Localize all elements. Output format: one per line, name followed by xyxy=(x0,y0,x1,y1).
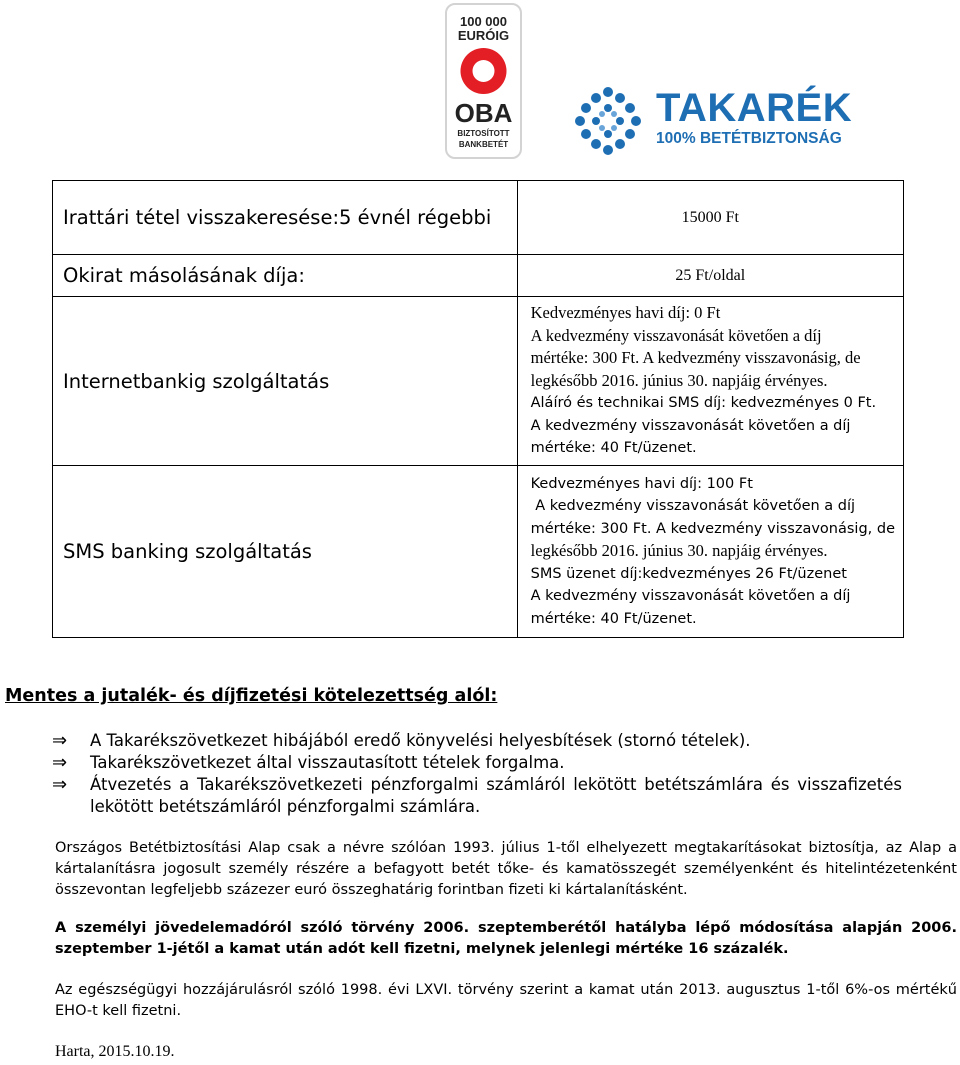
detail-line: Aláíró és technikai SMS díj: kedvezményes 0 Ft. xyxy=(530,395,877,412)
oba-sub-1: BIZTOSÍTOTT xyxy=(457,129,510,138)
detail-line: A kedvezmény visszavonását követően a díj xyxy=(530,588,851,605)
list-item-text: Takarékszövetkezet által visszautasított tételek forgalma. xyxy=(90,753,565,772)
detail-line: SMS üzenet díj:kedvezményes 26 Ft/üzenet xyxy=(530,565,847,582)
takarek-dots-icon xyxy=(572,86,644,155)
oba-top-text-2: EURÓIG xyxy=(457,28,510,43)
tax-paragraph: A személyi jövedelemadóról szóló törvény 2006. szeptemberétől hatályba lépő módosítása alapján 2006. szeptember 1-jétől a kamat után adót kell fizetni, melynek jelenlegi mértéke 16 százalék. xyxy=(55,920,957,957)
detail-line: Kedvezményes havi díj: 100 Ft xyxy=(530,475,753,492)
table-row xyxy=(53,466,904,638)
fee-details xyxy=(517,466,903,638)
document-date: Harta, 2015.10.19. xyxy=(55,1043,175,1060)
fee-label: Okirat másolásának díja: xyxy=(53,255,518,297)
oba-brand: OBA xyxy=(454,98,513,128)
fee-details xyxy=(517,297,903,466)
detail-line: legkésőbb 2016. június 30. napjáig érvényes. xyxy=(530,541,828,561)
double-arrow-icon: ⇒ xyxy=(52,752,68,773)
double-arrow-icon: ⇒ xyxy=(52,774,68,795)
fee-label: SMS banking szolgáltatás xyxy=(53,466,518,638)
fee-table xyxy=(52,180,904,638)
fee-value: 15000 Ft xyxy=(517,181,903,255)
takarek-brand: TAKARÉK xyxy=(656,86,853,130)
list-item-text: A Takarékszövetkezet hibájából eredő könyvelési helyesbítések (stornó tételek). xyxy=(90,731,751,750)
detail-line: Kedvezményes havi díj: 0 Ft xyxy=(530,303,721,323)
deposit-insurance-paragraph: Országos Betétbiztosítási Alap csak a névre szólóan 1993. július 1-től elhelyezett megtakarításokat biztosítja, az Alap a kártalanításra jogosult személy részére a befagyott betét tőke- és kamatösszegét személyenként és hitelintézetenként összevontan legfeljebb százezer euró összeghatárig forintban fizeti ki kártalanításként. xyxy=(55,840,957,898)
detail-line: A kedvezmény visszavonását követően a díj xyxy=(530,325,822,345)
takarek-subtitle: 100% BETÉTBIZTONSÁG xyxy=(656,130,842,147)
detail-line: mértéke: 300 Ft. A kedvezmény visszavonásig, de xyxy=(530,348,861,368)
list-item-text: Átvezetés a Takarékszövetkezeti pénzforgalmi számláról lekötött betétszámlára és visszafizetés lekötött betétszámláról pénzforgalmi számlára. xyxy=(90,775,902,816)
fee-value: 25 Ft/oldal xyxy=(517,255,903,297)
list-item xyxy=(52,752,902,774)
detail-line: legkésőbb 2016. június 30. napjáig érvényes. xyxy=(530,370,828,390)
table-row xyxy=(53,255,904,297)
detail-line: mértéke: 40 Ft/üzenet. xyxy=(530,440,697,457)
exemptions-list xyxy=(52,730,902,818)
takarek-logo xyxy=(572,86,853,155)
oba-logo xyxy=(445,3,522,159)
table-row xyxy=(53,297,904,466)
exemptions-title: Mentes a jutalék- és díjfizetési kötelezettség alól: xyxy=(5,686,498,706)
detail-line: A kedvezmény visszavonását követően a díj xyxy=(530,498,856,515)
detail-line: A kedvezmény visszavonását követően a díj xyxy=(530,417,851,434)
fee-label: Irattári tétel visszakeresése:5 évnél régebbi xyxy=(53,181,518,255)
list-item xyxy=(52,730,902,752)
detail-line: mértéke: 300 Ft. A kedvezmény visszavonásig, de xyxy=(530,520,895,537)
fee-label: Internetbankig szolgáltatás xyxy=(53,297,518,466)
oba-top-text-1: 100 000 xyxy=(460,14,507,29)
double-arrow-icon: ⇒ xyxy=(52,730,68,751)
table-row xyxy=(53,181,904,255)
detail-line: mértéke: 40 Ft/üzenet. xyxy=(530,610,697,627)
list-item xyxy=(52,774,902,818)
oba-sub-2: BANKBETÉT xyxy=(458,140,509,149)
eho-paragraph: Az egészségügyi hozzájárulásról szóló 1998. évi LXVI. törvény szerint a kamat után 2013. augusztus 1-től 6%-os mértékű EHO-t kell fizetni. xyxy=(55,982,957,1019)
